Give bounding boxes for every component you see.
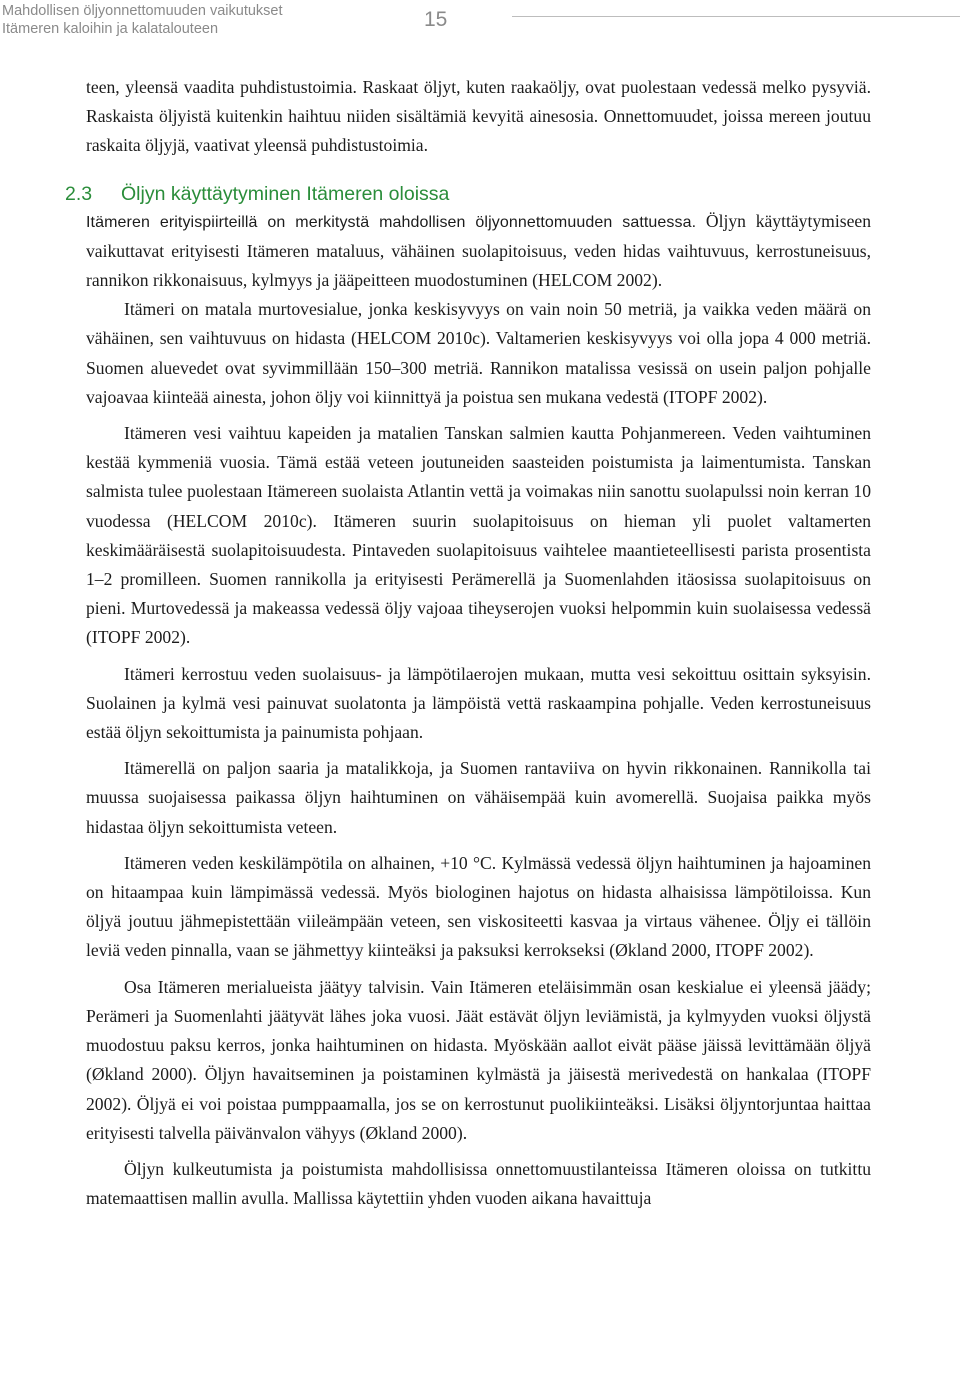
document-body <box>65 73 872 1213</box>
paragraph-modelling: Öljyn kulkeutumista ja poistumista mahdollisissa onnettomuustilanteissa Itämeren oloissa on tutkittu matemaattisen mallin avulla. Mallissa käytettiin yhden vuoden aikana havaittuja <box>86 1158 871 1209</box>
page-number: 15 <box>424 8 448 31</box>
header-rule <box>512 16 960 17</box>
page-header <box>0 0 960 50</box>
paragraph-water-exchange: Itämeren vesi vaihtuu kapeiden ja matalien Tanskan salmien kautta Pohjanmereen. Veden vaihtuminen kestää kymmeniä vuosia. Tämä estää veteen joutuneiden saasteiden poistumista ja laimentumista. Tanskan salmista tulee puolestaan Itämereen suolaista Atlantin vettä ja voimakas niin sanottu suolapulssi noin kerran 10 vuodessa (HELCOM 2010c). Itämeren suurin suolapitoisuus on hieman yli puolet valtamerten keskimääräisestä suolapitoisuudesta. Pintaveden suolapitoisuus vaihtelee maantieteellisesti parista prosentista 1–2 promilleen. Suomen rannikolla ja erityisesti Perämerellä ja Suomenlahden itäosissa suolapitoisuus on pieni. Murtovedessä ja makeassa vedessä öljy vajoaa tiheyserojen vuoksi helpommin kuin suolaisessa vedessä (ITOPF 2002). <box>86 423 871 648</box>
paragraph-stratification: Itämeri kerrostuu veden suolaisuus- ja lämpötilaerojen mukaan, mutta vesi sekoittuu osittain syksyisin. Suolainen ja kylmä vesi painuvat suolatonta ja lämpöistä vettä raskaampina pohjalle. Veden kerrostuneisuus estää öljyn sekoittumista ja painumista pohjaan. <box>86 663 871 743</box>
lead-paragraph <box>86 207 871 296</box>
section-heading <box>65 181 871 207</box>
paragraph-depth: Itämeri on matala murtovesialue, jonka keskisyvyys on vain noin 50 metriä, ja vaikka veden määrä on vähäinen, sen vaihtuvuus on hidasta (HELCOM 2010c). Valtamerien keskisyvyys voi olla jopa 4 000 metriä. Suomen aluevedet ovat syvimmillään 150–300 metriä. Rannikon matalissa vesissä on usein paljon pohjalle vajoavaa kiinteää ainesta, johon öljy voi kiinnittyä ja poistua sen mukana vedestä (ITOPF 2002). <box>86 299 871 407</box>
running-title-line-2: Itämeren kaloihin ja kalatalouteen <box>2 21 219 37</box>
running-title <box>2 2 283 38</box>
paragraph-coastline: Itämerellä on paljon saaria ja matalikkoja, ja Suomen rantaviiva on hyvin rikkonainen. Rannikolla tai muussa suojaisessa paikassa öljyn haihtuminen on vähäisempää kuin avomerellä. Suojaisa paikka myös hidastaa öljyn sekoittumista veteen. <box>86 758 871 837</box>
paragraph-temperature: Itämeren veden keskilämpötila on alhainen, +10 °C. Kylmässä vedessä öljyn haihtuminen ja hajoaminen on hitaampaa kuin lämpimässä vedessä. Myös biologinen hajotus on hidasta alhaisissa lämpötiloissa. Kun öljyä joutuu jähmepistettään viileämpään veteen, sen viskositeetti kasvaa ja virtaus vähenee. Öljy ei tällöin leviä veden pinnalla, vaan se jähmettyy kiinteäksi ja paksuksi kerrokseksi (Økland 2000, ITOPF 2002). <box>86 852 871 961</box>
paragraph-ice-cover: Osa Itämeren merialueista jäätyy talvisin. Vain Itämeren eteläisimmän osan keskialue ei yleensä jäädy; Perämeri ja Suomenlahti jäätyvät lähes joka vuosi. Jäät estävät öljyn leviämistä, ja kylmyyden vuoksi öljystä muodostuu paksu kerros, jonka haihtuminen on hidasta. Myöskään aallot eivät pääse jäissä levittämään öljyä (Økland 2000). Öljyn havaitseminen ja poistaminen kylmästä ja jäisestä merivedestä on hankalaa (ITOPF 2002). Öljyä ei voi poistaa pumppaamalla, jos se on kerrostunut puolikiinteäksi. Lisäksi öljyntorjuntaa haittaa erityisesti talvella päivänvalon vähyys (Økland 2000). <box>86 976 871 1143</box>
lead-sentence: Itämeren erityispiirteillä on merkitystä mahdollisen öljyonnettomuuden sattuessa. <box>86 213 697 231</box>
lead-continuation: Öljyn käyttäytymiseen vaikuttavat erityisesti Itämeren mataluus, vähäinen suolapitoisuus, veden hidas vaihtuvuus, kerrostuneisuus, rannikon rikkonaisuus, kylmyys ja jääpeitteen muodostuminen (HELCOM 2002). <box>86 210 872 291</box>
section-title: Öljyn käyttäytyminen Itämeren oloissa <box>121 182 450 205</box>
opening-paragraph: teen, yleensä vaadita puhdistustoimia. Raskaat öljyt, kuten raakaöljy, ovat puolestaan vedessä melko pysyviä. Raskaista öljyistä kuitenkin haihtuu niiden sisältämiä kevyitä ainesosia. Onnettomuudet, joissa mereen joutuu raskaita öljyjä, vaativat yleensä puhdistustoimia. <box>86 77 871 156</box>
section-number: 2.3 <box>65 182 93 205</box>
running-title-line-1: Mahdollisen öljyonnettomuuden vaikutukset <box>2 3 283 19</box>
